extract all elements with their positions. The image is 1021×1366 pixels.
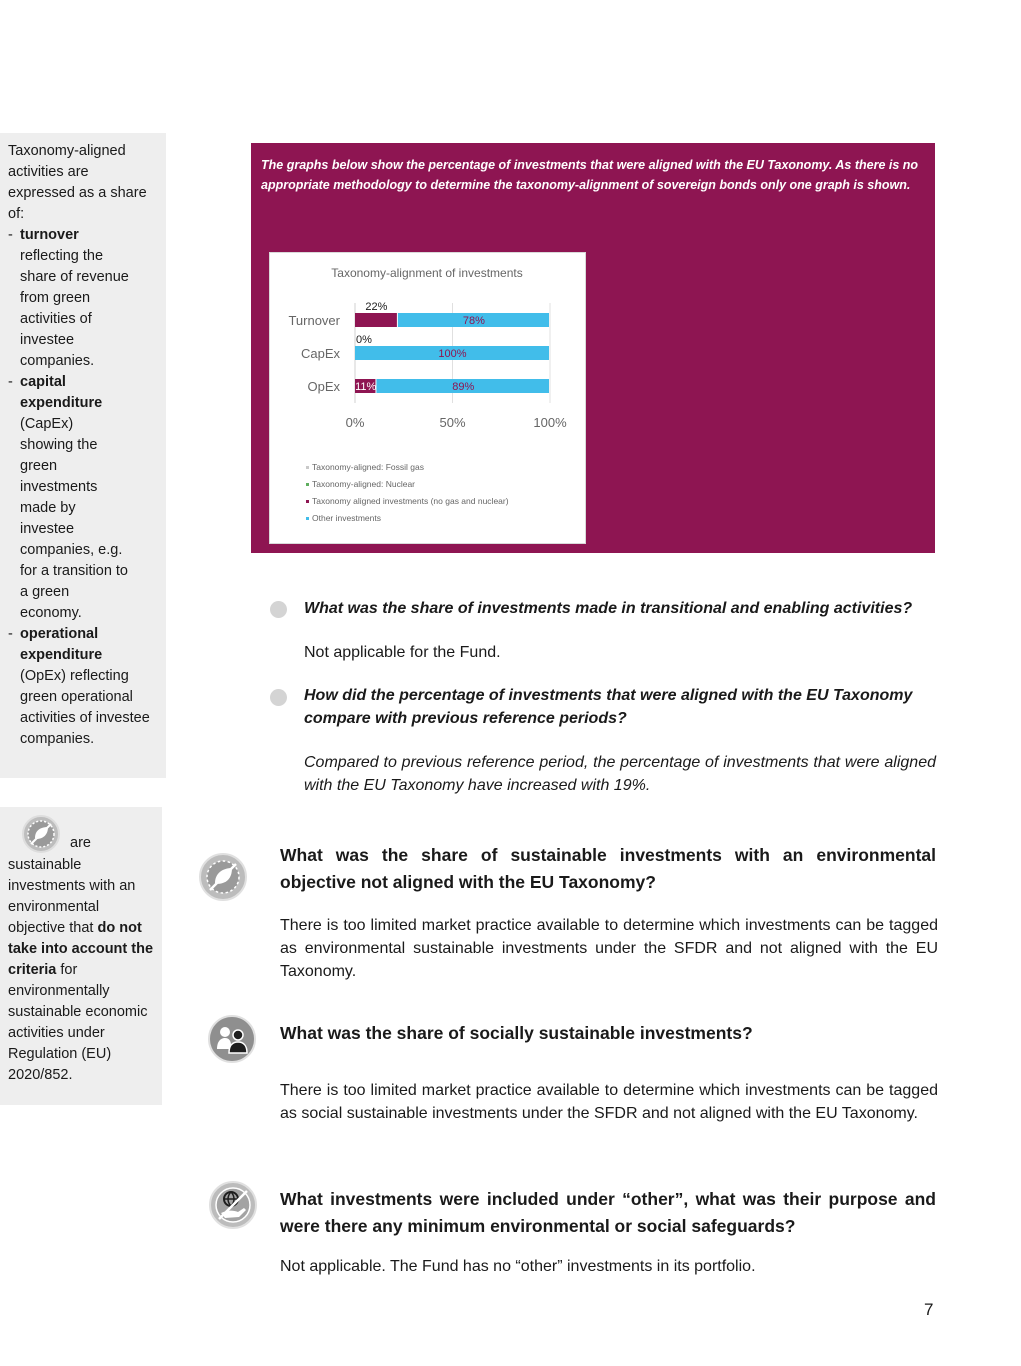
chart-legend-swatch (306, 517, 309, 520)
sustainable-sidebar-part1: are sustainable investments with an environmental objective that (8, 835, 136, 936)
chart-category-label: CapEx (300, 346, 340, 361)
taxonomy-sidebar-intro: Taxonomy-aligned activities are expressed as a share of: (8, 143, 147, 222)
sustainable-sidebar-emphasis: do not take into account the criteria (8, 920, 154, 978)
sidebar-item-term: capital expenditure (20, 374, 103, 411)
chart-legend-label: Taxonomy-aligned: Nuclear (312, 479, 415, 489)
chart-data-label: 100% (438, 348, 467, 360)
chart-data-label: 78% (462, 315, 485, 327)
chart-data-label: 0% (356, 334, 372, 346)
question-transitional: What was the share of investments made in transitional and enabling activities? (304, 600, 913, 617)
chart-panel (251, 143, 935, 553)
sidebar-item-capex (8, 372, 166, 624)
sidebar-item-description: (CapEx) showing the green investments made by investee companies, e.g. for a transition to a green economy. (20, 416, 128, 621)
chart-x-tick-label: 100% (533, 415, 567, 430)
question-other: What investments were included under “other”, what was their purpose and were there any minimum environmental or social safeguards? (280, 1189, 936, 1236)
answer-social: There is too limited market practice available to determine which investments can be tagged as social sustainable investments under the SFDR and not aligned with the EU Taxonomy. (280, 1082, 938, 1122)
chart-legend-swatch (306, 483, 309, 486)
sidebar-item-description: reflecting the share of revenue from green activities of investee companies. (20, 248, 129, 369)
taxonomy-chart-svg (270, 253, 585, 543)
chart-category-label: Turnover (288, 313, 340, 328)
chart-legend-swatch (306, 500, 309, 503)
sidebar-item-term: turnover (20, 227, 79, 243)
question-environmental: What was the share of sustainable investments with an environmental objective not aligned with the EU Taxonomy? (280, 845, 936, 892)
question-bullet (270, 601, 287, 618)
people-icon (208, 1015, 256, 1063)
taxonomy-chart (269, 252, 586, 544)
globe-hand-icon (209, 1181, 257, 1229)
chart-data-label: 11% (355, 381, 377, 393)
answer-transitional: Not applicable for the Fund. (304, 644, 501, 661)
chart-x-tick-label: 0% (345, 415, 365, 430)
sustainable-sidebar-text (8, 815, 156, 1086)
answer-environmental: There is too limited market practice available to determine which investments can be tagged as environmental sustainable investments under the SFDR and not aligned with the EU Taxonomy. (280, 917, 938, 980)
chart-data-label: 22% (365, 301, 388, 313)
taxonomy-sidebar-list (8, 225, 166, 750)
page-number: 7 (924, 1300, 934, 1319)
chart-bar (355, 313, 397, 327)
answer-previous-periods: Compared to previous reference period, the percentage of investments that were aligned with the EU Taxonomy have increased with 19%. (304, 754, 936, 794)
chart-legend-label: Other investments (312, 513, 381, 523)
chart-legend-swatch (306, 466, 309, 469)
question-bullet (270, 689, 287, 706)
sidebar-item-description: (OpEx) reflecting green operational activities of investee companies. (20, 668, 150, 747)
sustainable-sidebar-part2: for environmentally sustainable economic activities under Regulation (EU) 2020/852. (8, 962, 148, 1083)
question-previous-periods: How did the percentage of investments that were aligned with the EU Taxonomy compare with previous reference periods? (304, 687, 913, 727)
not-taxonomy-leaf-icon (22, 815, 60, 853)
sidebar-item-opex (8, 624, 166, 750)
answer-other: Not applicable. The Fund has no “other” investments in its portfolio. (280, 1258, 756, 1275)
chart-panel-caption: The graphs below show the percentage of investments that were aligned with the EU Taxonomy. As there is no appropriate methodology to determine the taxonomy-alignment of sovereign bonds only one graph is shown. (261, 158, 919, 192)
chart-legend-label: Taxonomy-aligned: Fossil gas (312, 462, 424, 472)
sidebar-item-turnover (8, 225, 166, 372)
sidebar-item-term: operational expenditure (20, 626, 103, 663)
chart-x-tick-label: 50% (439, 415, 466, 430)
chart-category-label: OpEx (307, 379, 340, 394)
taxonomy-sidebar (0, 133, 166, 778)
not-taxonomy-leaf-icon (199, 853, 247, 901)
question-social: What was the share of socially sustainable investments? (280, 1023, 753, 1043)
sustainable-sidebar (0, 807, 162, 1105)
chart-title: Taxonomy-alignment of investments (331, 266, 523, 280)
chart-data-label: 89% (452, 381, 475, 393)
chart-legend-label: Taxonomy aligned investments (no gas and nuclear) (312, 496, 509, 506)
